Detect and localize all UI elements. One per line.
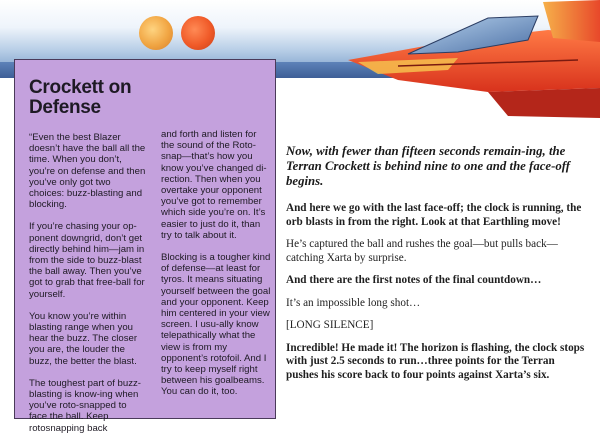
sidebar-paragraph: and forth and listen for the sound of the Roto-snap—that’s how you know you’ve changed di-rection. Then when you overtake your opponent you’ve got to remember which side you’re on. It’s easier to just do it, than try to talk about it. xyxy=(161,129,267,241)
orb-icon xyxy=(181,16,215,50)
sidebar-paragraph: The toughest part of buzz-blasting is know-ing when you’ve roto-snapped to face the ball. Keep rotosnapping back xyxy=(29,377,141,434)
narration-line: It’s an impossible long shot… xyxy=(286,296,421,309)
announcer-line: And here we go with the last face-off; the clock is running, the orb blasts in from the right. Look at that Earthling move! xyxy=(286,202,582,228)
story-lead: Now, with fewer than fifteen seconds remain-ing, the Terran Crockett is behind nine to one and the face-off begins. xyxy=(286,144,571,188)
orb-icon xyxy=(139,16,173,50)
announcer-line: And there are the first notes of the final countdown… xyxy=(286,274,542,286)
sidebar-left-column xyxy=(29,132,147,445)
narration-line: He’s captured the ball and rushes the goal—but pulls back—catching Xarta by surprise. xyxy=(286,238,558,264)
stage-direction: [LONG SILENCE] xyxy=(286,319,374,331)
sidebar-title: Crockett on Defense xyxy=(29,77,132,118)
story-column xyxy=(286,144,586,382)
sidebar-box xyxy=(14,59,276,434)
sidebar-paragraph: Blocking is a tougher kind of defense—at least for tyros. It means situating yourself between the goal and your opponent. Keep him centered in your view screen. I usu-ally know telepathically what the view is from my opponent’s rotofoil. And I try to keep myself right between his goalbeams. You can do it, too. xyxy=(161,252,271,398)
sidebar-paragraph: You know you’re within blasting range when you hear the buzz. The closer you are, the louder the buzz, the better the blast. xyxy=(29,310,138,367)
sidebar-right-column xyxy=(161,129,271,409)
sidebar-paragraph: “Even the best Blazer doesn’t have the ball all the time. When you don’t, you’re on defense and then you’ve only got two choices: buzz-blasting and blocking. xyxy=(29,132,146,211)
sidebar-paragraph: If you’re chasing your op-ponent downgrid, don’t get directly behind him—jam in from the side to buzz-blast the ball away. Then you’ve got to grab that free-ball for yourself. xyxy=(29,221,145,300)
spaceship-icon xyxy=(338,0,600,118)
announcer-line: Incredible! He made it! The horizon is flashing, the clock stops with just 2.5 seconds to run…three points for the Terran pushes his score back to four points against Xarta’s six. xyxy=(286,341,585,381)
